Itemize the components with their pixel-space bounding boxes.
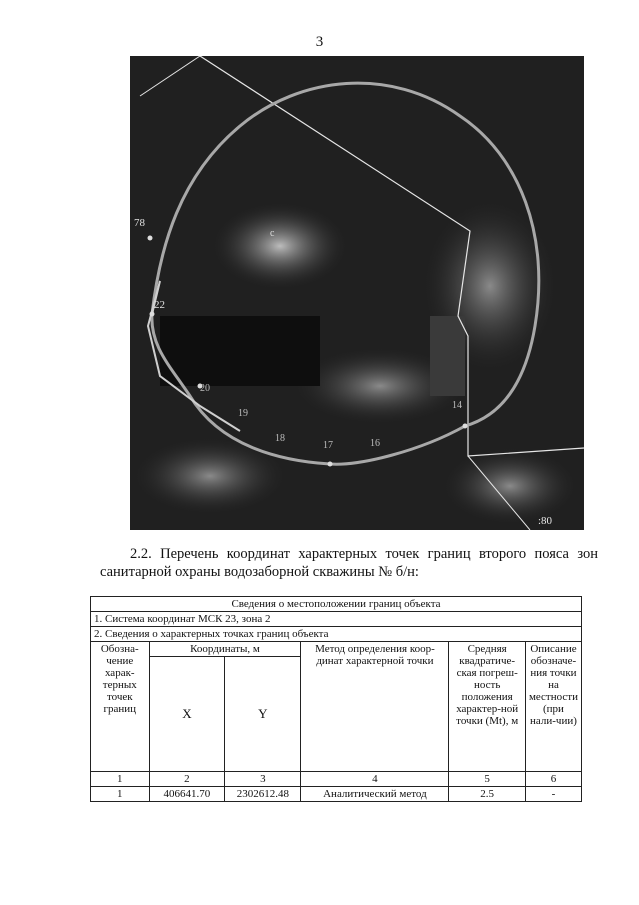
header-desc: Описание обозначе-ния точки на местности (при нали-чии) (525, 642, 581, 772)
column-number: 3 (225, 772, 301, 787)
column-number: 5 (449, 772, 526, 787)
boundary-point (150, 312, 155, 317)
point-label: 20 (200, 383, 210, 394)
cell-y: 2302612.48 (225, 787, 301, 802)
point-label: 78 (134, 217, 145, 229)
cell-desc: - (525, 787, 581, 802)
header-method: Метод определения коор-динат характерной точки (301, 642, 449, 772)
cell-mt: 2.5 (449, 787, 526, 802)
map-svg (130, 56, 584, 530)
table-system-row: 1. Система координат МСК 23, зона 2 (91, 612, 582, 627)
header-coords: Координаты, м (149, 642, 301, 657)
boundary-point (148, 236, 153, 241)
column-number: 2 (149, 772, 225, 787)
boundary-point (463, 424, 468, 429)
table-row (91, 787, 582, 802)
page-number: 3 (315, 34, 324, 50)
point-label: 17 (323, 440, 333, 451)
cell-method: Аналитический метод (301, 787, 449, 802)
column-number: 1 (91, 772, 150, 787)
point-label: 16 (370, 438, 380, 449)
boundary-point (328, 462, 333, 467)
point-label: 19 (238, 408, 248, 419)
cell-x: 406641.70 (149, 787, 225, 802)
dark-building (160, 316, 320, 386)
bright-area (130, 436, 290, 516)
bright-area (210, 201, 350, 291)
point-label: 22 (154, 299, 165, 311)
point-label: :80 (538, 515, 553, 527)
point-label: 14 (452, 400, 462, 411)
coordinates-table (90, 596, 582, 802)
header-y: Y (225, 657, 301, 772)
table-title: Сведения о местоположении границ объекта (91, 597, 582, 612)
header-mt: Средняя квадратиче-ская погреш-ность положения характер-ной точки (Mt), м (449, 642, 526, 772)
header-x: X (149, 657, 225, 772)
header-designation: Обозна-чение харак-терных точек границ (91, 642, 150, 772)
column-number: 4 (301, 772, 449, 787)
bright-area (440, 446, 580, 526)
column-number-row (91, 772, 582, 787)
section-heading: 2.2. Перечень координат характерных точек границ второго пояса зон санитарной охраны водозаборной скважины № б/н: (100, 546, 598, 580)
cell-point: 1 (91, 787, 150, 802)
structure (430, 316, 465, 396)
point-label: 18 (275, 433, 285, 444)
aerial-photo-map (130, 56, 584, 530)
column-number: 6 (525, 772, 581, 787)
table-points-header: 2. Сведения о характерных точках границ объекта (91, 627, 582, 642)
map-label: с (270, 228, 275, 239)
